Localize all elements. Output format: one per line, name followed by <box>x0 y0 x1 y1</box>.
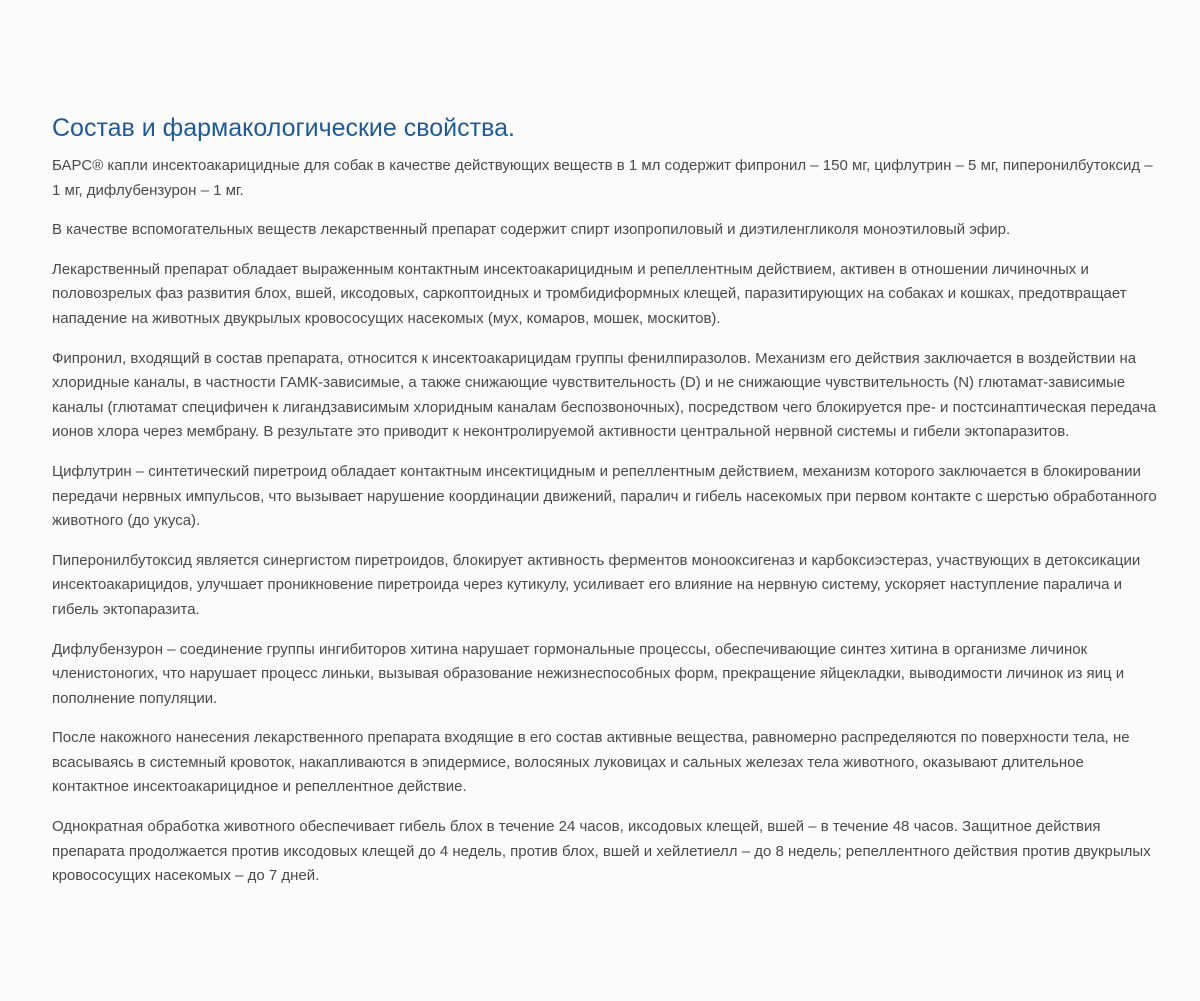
paragraph-composition: БАРС® капли инсектоакарицидные для собак в качестве действующих веществ в 1 мл содержит фипронил – 150 мг, цифлутрин – 5 мг, пиперонилбутоксид – 1 мг, дифлубензурон – 1 мг. <box>52 157 1153 199</box>
paragraph-excipients: В качестве вспомогательных веществ лекарственный препарат содержит спирт изопропиловый и диэтиленгликоля моноэтиловый эфир. <box>52 221 1011 239</box>
article <box>52 112 1162 904</box>
section-title: Состав и фармакологические свойства. <box>52 114 515 142</box>
paragraph-diflubenzuron: Дифлубензурон – соединение группы ингибиторов хитина нарушает гормональные процессы, обеспечивающие синтез хитина в организме личинок членистоногих, что нарушает процесс линьки, вызывая образование нежизнеспособных форм, прекращение яйцекладки, выводимости личинок из яиц и пополнение популяции. <box>52 640 1125 707</box>
paragraph-cyfluthrin: Цифлутрин – синтетический пиретроид обладает контактным инсектицидным и репеллентным действием, механизм которого заключается в блокировании передачи нервных импульсов, что вызывает нарушение координации движений, паралич и гибель насекомых при первом контакте с шерстью обработанного животного (до укуса). <box>52 462 1157 530</box>
paragraph-action: Лекарственный препарат обладает выраженным контактным инсектоакарицидным и репеллентным действием, активен в отношении личиночных и половозрелых фаз развития блох, вшей, иксодовых, саркоптоидных и тромбидиформных клещей, паразитирующих на собаках и кошках, предотвращает нападение на животных двукрылых кровососущих насекомых (мух, комаров, мошек, москитов). <box>52 260 1127 327</box>
paragraph-piperonyl-butoxide: Пиперонилбутоксид является синергистом пиретроидов, блокирует активность ферментов монооксигеназ и карбоксиэстераз, участвующих в детоксикации инсектоакарицидов, улучшает проникновение пиретроида через кутикулу, усиливает его влияние на нервную систему, ускоряет наступление паралича и гибель эктопаразита. <box>52 551 1141 618</box>
paragraph-fipronil: Фипронил, входящий в состав препарата, относится к инсектоакарицидам группы фенилпиразолов. Механизм его действия заключается в воздействии на хлоридные каналы, в частности ГАМК-зависимые, а также снижающие чувствительность (D) и не снижающие чувствительность (N) глютамат-зависимые каналы (глютамат специфичен к лигандзависимым хлоридным каналам беспозвоночных), посредством чего блокируется пре- и постсинаптическая передача ионов хлора через мембрану. В результате это приводит к неконтролируемой активности центральной нервной системы и гибели эктопаразитов. <box>52 349 1157 441</box>
paragraph-distribution: После накожного нанесения лекарственного препарата входящие в его состав активные вещества, равномерно распределяются по поверхности тела, не всасываясь в системный кровоток, накапливаются в эпидермисе, волосяных луковицах и сальных железах тела животного, оказывают длительное контактное инсектоакарицидное и репеллентное действие. <box>52 729 1130 796</box>
paragraph-duration: Однократная обработка животного обеспечивает гибель блох в течение 24 часов, иксодовых клещей, вшей – в течение 48 часов. Защитное действия препарата продолжается против иксодовых клещей до 4 недель, против блох, вшей и хейлетиелл – до 8 недель; репеллентного действия против двукрылых кровососущих насекомых – до 7 дней. <box>52 818 1151 885</box>
